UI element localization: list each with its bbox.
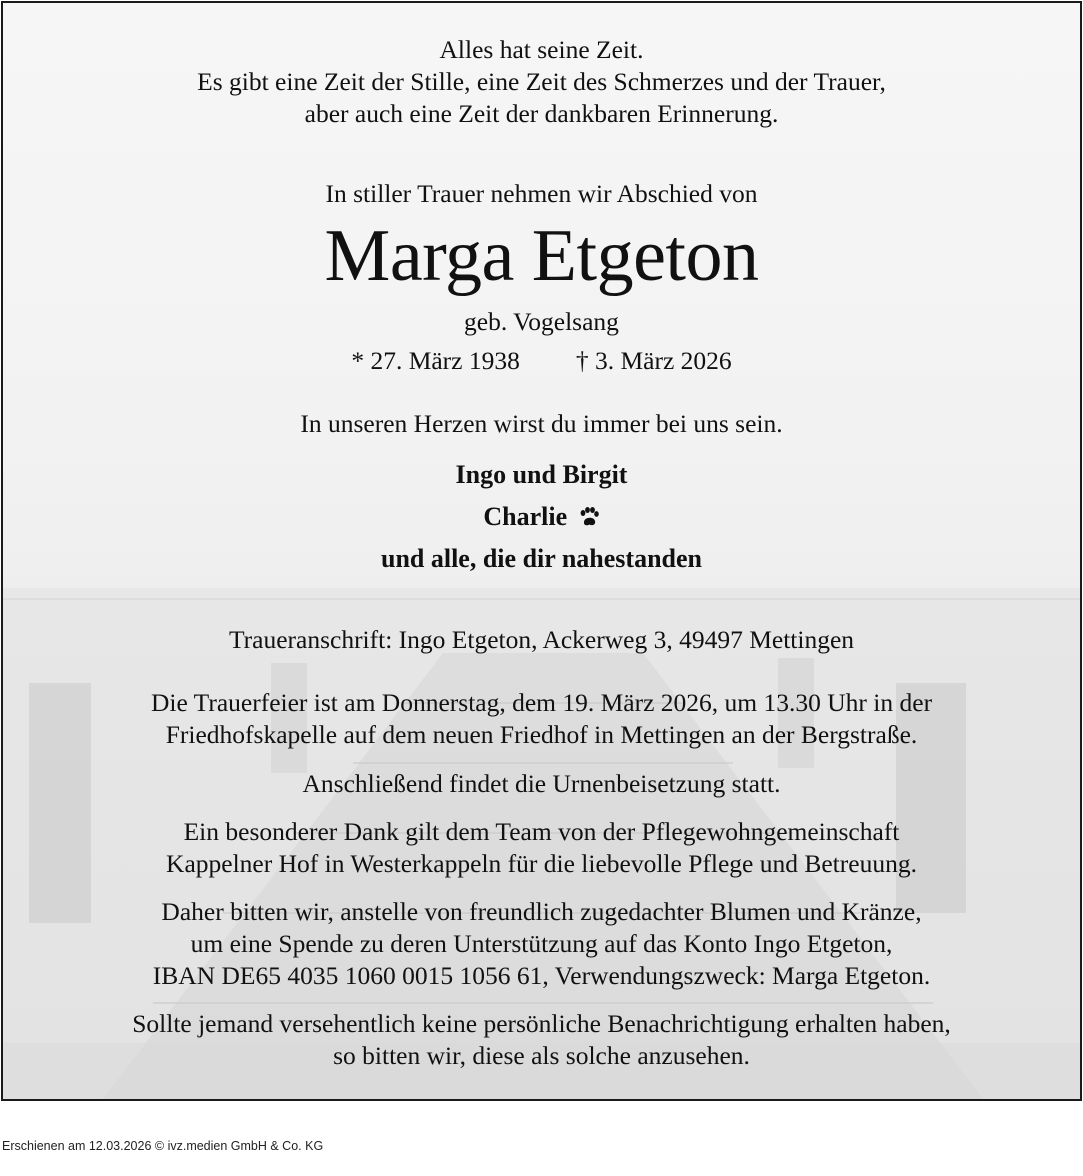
closing-line-1: Sollte jemand versehentlich keine persönliche Benachrichtigung erhalten haben,: [132, 1009, 951, 1038]
deceased-name: Marga Etgeton: [324, 215, 759, 297]
mourners-line-2: [3, 501, 1080, 533]
donation-line-2: um eine Spende zu deren Unterstützung auf das Konto Ingo Etgeton,: [190, 929, 893, 958]
quote-line-2: Es gibt eine Zeit der Stille, eine Zeit des Schmerzes und der Trauer,: [197, 67, 886, 96]
obituary-notice: [1, 1, 1082, 1101]
mourners-line-1: Ingo und Birgit: [455, 460, 628, 489]
donation-line-1: Daher bitten wir, anstelle von freundlich zugedachter Blumen und Kränze,: [161, 897, 922, 926]
thanks-line-2: Kappelner Hof in Westerkappeln für die liebevolle Pflege und Betreuung.: [166, 849, 917, 878]
maiden-name: geb. Vogelsang: [464, 307, 619, 336]
quote-line-3: aber auch eine Zeit der dankbaren Erinnerung.: [304, 99, 779, 128]
quote-line-1: Alles hat seine Zeit.: [439, 35, 644, 64]
publication-footer: Erschienen am 12.03.2026 © ivz.medien GmbH & Co. KG: [2, 1139, 324, 1153]
mourning-address: Traueranschrift: Ingo Etgeton, Ackerweg 3, 49497 Mettingen: [228, 625, 855, 654]
closing-line-2: so bitten wir, diese als solche anzusehen.: [333, 1041, 750, 1070]
burial-note: Anschließend findet die Urnenbeisetzung statt.: [302, 769, 781, 798]
thanks-line-1: Ein besonderer Dank gilt dem Team von der Pflegewohngemeinschaft: [183, 817, 900, 846]
mourner-charlie: Charlie: [483, 502, 568, 531]
life-dates: [3, 345, 1080, 377]
ceremony-line-1: Die Trauerfeier ist am Donnerstag, dem 19. März 2026, um 13.30 Uhr in der: [150, 688, 933, 717]
birth-date: * 27. März 1938: [351, 346, 520, 375]
paw-icon: [578, 506, 600, 528]
ceremony-line-2: Friedhofskapelle auf dem neuen Friedhof in Mettingen an der Bergstraße.: [165, 720, 918, 749]
notice-text: [3, 3, 1080, 1099]
mourners-line-3: und alle, die dir nahestanden: [380, 544, 702, 573]
donation-line-3: IBAN DE65 4035 1060 0015 1056 61, Verwendungszweck: Marga Etgeton.: [152, 961, 931, 990]
farewell-intro: In stiller Trauer nehmen wir Abschied von: [325, 179, 758, 208]
motto: In unseren Herzen wirst du immer bei uns sein.: [300, 409, 783, 438]
death-date: † 3. März 2026: [575, 346, 732, 375]
